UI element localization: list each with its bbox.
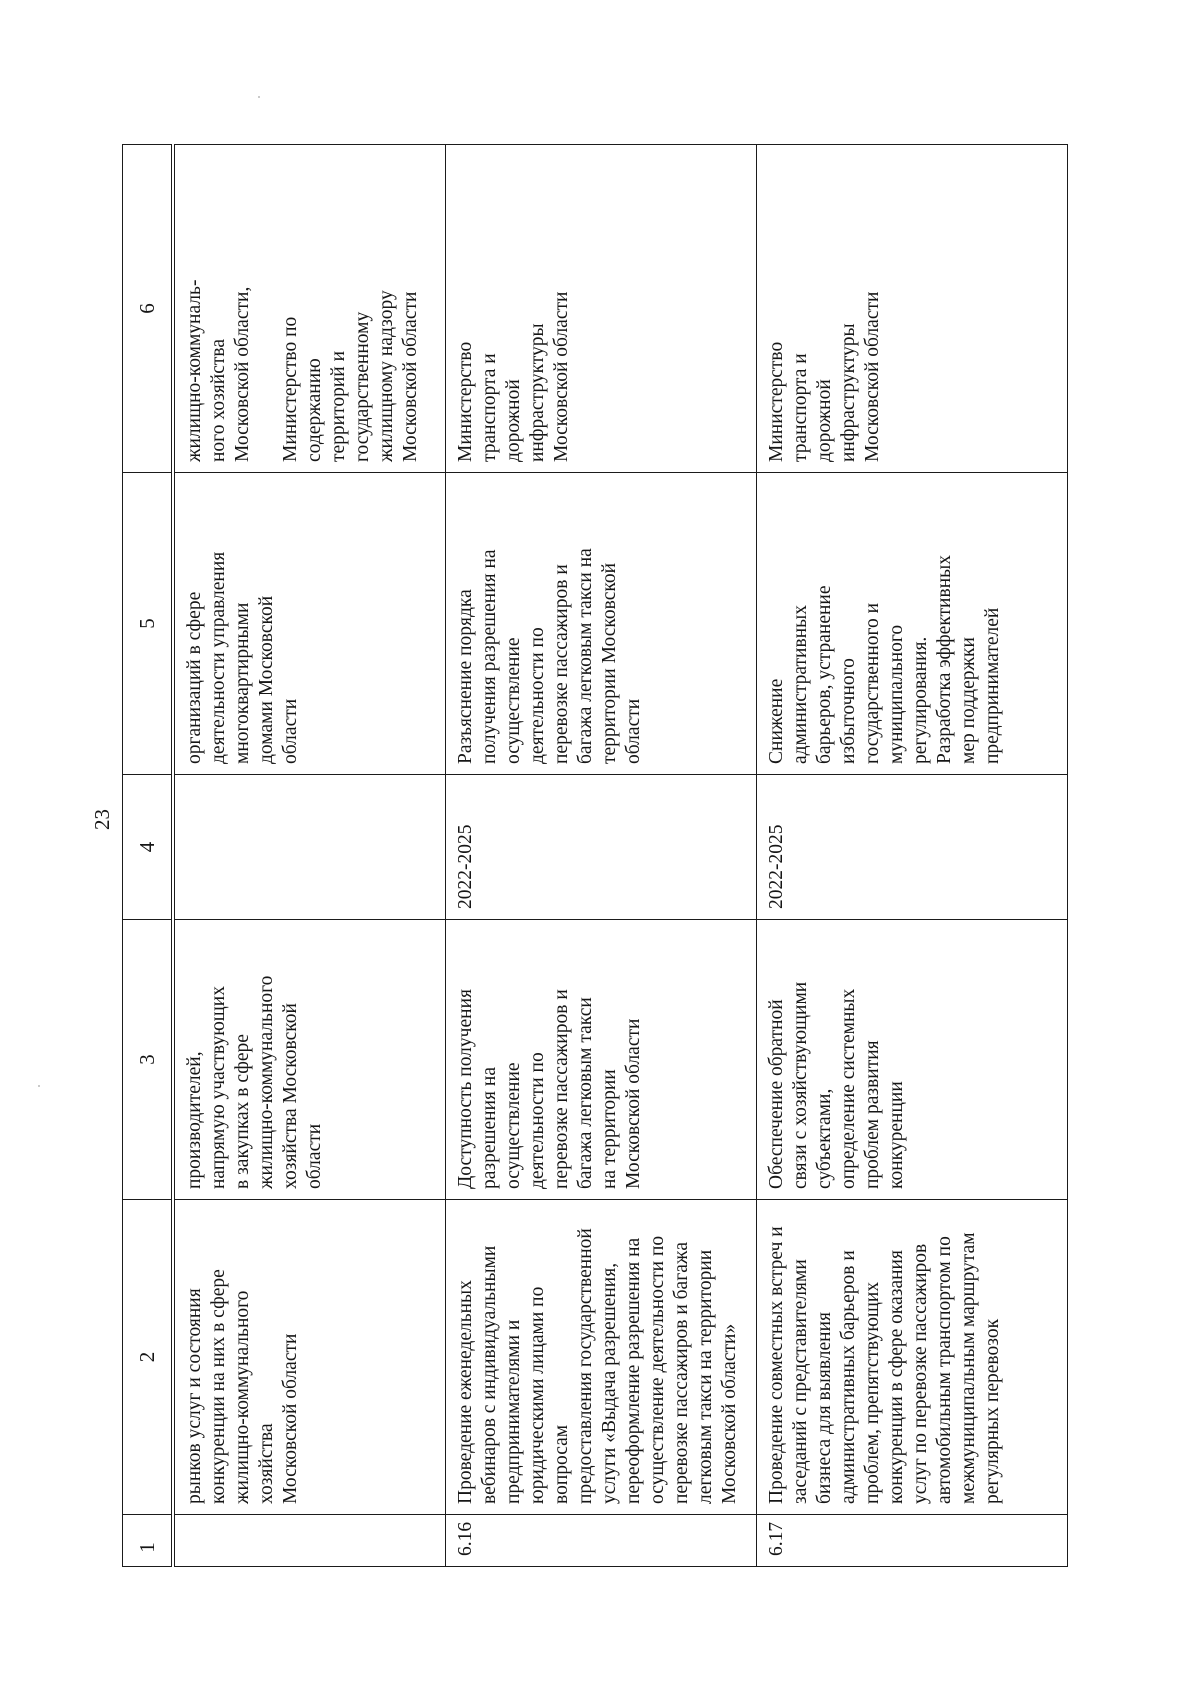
cell-number: 6.16 [446, 1515, 757, 1567]
cell-indicator: Обеспечение обратной связи с хозяйствующими субъектами, определение системных проблем развития конкуренции [757, 920, 1068, 1200]
cell-responsible: Министерство транспорта и дорожной инфраструктуры Московской области [757, 145, 1068, 473]
column-header: 2 [123, 1200, 173, 1515]
table-row [173, 145, 446, 1567]
cell-indicator: Доступность получения разрешения на осуществление деятельности по перевозке пассажиров и багажа легковым такси на территории Московской области [446, 920, 757, 1200]
cell-indicator: производителей, напрямую участвующих в закупках в сфере жилищно-коммунального хозяйства Московской области [173, 920, 446, 1200]
scan-speck [258, 96, 260, 98]
cell-result: Снижение административных барьеров, устранение избыточного государственного и муниципального регулирования. Разработка эффективных мер поддержки предпринимателей [757, 473, 1068, 775]
cell-number [173, 1515, 446, 1567]
column-header: 5 [123, 473, 173, 775]
cell-measure: Проведение еженедельных вебинаров с индивидуальными предпринимателями и юридическими лицами по вопросам предоставления государственной услуги «Выдача разрешения, переоформление разрешения на осуществление деятельности по перевозке пассажиров и багажа легковым такси на территории Московской области» [446, 1200, 757, 1515]
table-row [446, 145, 757, 1567]
cell-period [173, 775, 446, 920]
cell-responsible: Министерство транспорта и дорожной инфраструктуры Московской области [446, 145, 757, 473]
column-header: 1 [123, 1515, 173, 1567]
measures-table [122, 144, 1068, 1567]
cell-result: организаций в сфере деятельности управления многоквартирными домами Московской области [173, 473, 446, 775]
column-header: 6 [123, 145, 173, 473]
column-header: 4 [123, 775, 173, 920]
cell-result: Разъяснение порядка получения разрешения на осуществление деятельности по перевозке пассажиров и багажа легковым такси на территории Московской области [446, 473, 757, 775]
scan-speck [38, 1085, 40, 1087]
page-number: 23 [90, 809, 114, 830]
cell-period: 2022-2025 [757, 775, 1068, 920]
cell-measure: Проведение совместных встреч и заседаний с представителями бизнеса для выявления административных барьеров и проблем, препятствующих конкуренции в сфере оказания услуг по перевозке пассажиров автомобильным транспортом по межмуниципальным маршрутам регулярных перевозок [757, 1200, 1068, 1515]
cell-measure: рынков услуг и состояния конкуренции на них в сфере жилищно-коммунального хозяйства Московской области [173, 1200, 446, 1515]
cell-period: 2022-2025 [446, 775, 757, 920]
cell-responsible: жилищно-коммуналь- ного хозяйства Московской области, Министерство по содержанию территорий и государственному жилищному надзору Московской области [173, 145, 446, 473]
cell-number: 6.17 [757, 1515, 1068, 1567]
rotated-page-content [122, 145, 1067, 1567]
column-header: 3 [123, 920, 173, 1200]
table-header-row [123, 145, 173, 1567]
table-row [757, 145, 1068, 1567]
